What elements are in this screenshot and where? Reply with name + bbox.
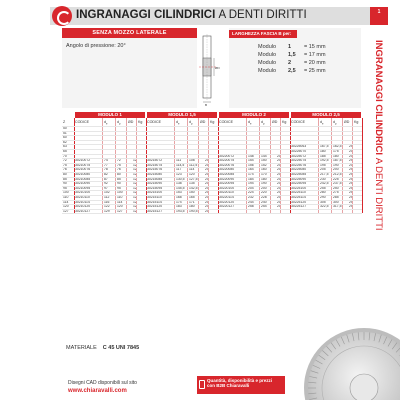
material-spec (66, 345, 139, 351)
table-cell: 123 (176, 171, 182, 176)
z-header-label: Z (63, 120, 66, 124)
module-line: Modulo 1 = 15 mm (258, 44, 326, 50)
table-cell: 122 (104, 204, 110, 209)
z-value: 63 (63, 144, 67, 149)
table-cell: 242,5 (320, 181, 329, 186)
table-cell: 30210095 (75, 185, 91, 190)
table-cell: 30210076 (75, 167, 91, 172)
table-cell: 114,5 (176, 162, 185, 167)
table-cell: 30210090 (75, 181, 91, 186)
z-value: 114 (63, 199, 69, 204)
module-line: Modulo 2 = 20 mm (258, 60, 326, 66)
table-cell: 12 (133, 176, 137, 181)
table-cell: 20 (277, 167, 281, 172)
title-light: A DENTI DIRITTI (218, 9, 307, 21)
table-cell: 30220100 (219, 185, 235, 190)
table-cell: 184 (248, 176, 254, 181)
table-cell: 30225085 (291, 171, 307, 176)
z-value: 110 (63, 194, 69, 199)
table-cell: 30215076 (147, 167, 163, 172)
table-cell: 30220114 (219, 194, 234, 199)
table-cell: 129 (104, 208, 110, 213)
table-cell: 135 (189, 181, 195, 186)
table-cell: 30210072 (75, 158, 91, 163)
table-cell: 114 (189, 167, 195, 172)
column-header: ØD (200, 120, 206, 124)
table-cell: 30225070 (291, 148, 307, 153)
table-cell: 30220120 (219, 199, 235, 204)
left-info-heading: SENZA MOZZO LATERALE (62, 28, 197, 38)
table-cell: 130,5 (176, 176, 185, 181)
table-cell: 20 (349, 148, 353, 153)
table-cell: 183 (176, 204, 182, 209)
table-cell: 12 (133, 171, 137, 176)
z-value: 50 (63, 126, 67, 130)
table-cell: 240 (261, 199, 267, 204)
table-rule (362, 118, 363, 213)
table-cell: 20 (205, 199, 209, 204)
table-cell: 30220127 (219, 204, 235, 209)
material-value: C 45 UNI 7845 (102, 345, 140, 351)
table-cell: 175 (333, 148, 339, 153)
gear-drawing-icon (195, 34, 225, 106)
table-cell: 193,5 (176, 208, 185, 213)
left-info-panel (62, 28, 197, 108)
table-cell: 20 (205, 208, 209, 213)
table-cell: 165 (189, 194, 195, 199)
table-cell: 232 (248, 194, 254, 199)
table-cell: 72 (117, 158, 121, 163)
table-cell: 25 (349, 181, 353, 186)
table-cell: 30225072 (291, 153, 307, 158)
table-cell: 114 (117, 199, 123, 204)
face-width-heading: LARGHEZZA FASCIA B per: (229, 30, 297, 38)
module-line: Modulo 2,5 = 25 mm (258, 68, 326, 74)
table-cell: 180 (261, 176, 267, 181)
table-cell: 194 (248, 181, 254, 186)
table-cell: 285 (333, 194, 339, 199)
table-cell: 30220075 (219, 158, 235, 163)
table-cell: 25 (349, 144, 353, 149)
table-cell: 190 (261, 181, 267, 186)
table-cell: 258 (248, 204, 254, 209)
table-cell: 111 (176, 158, 182, 163)
table-cell: 168 (176, 194, 182, 199)
table-cell: 20 (205, 171, 209, 176)
column-header: $d_p$ (189, 120, 193, 126)
table-cell: 30225076 (291, 162, 307, 167)
z-value: 65 (63, 148, 67, 153)
table-cell: 30225095 (291, 181, 307, 186)
table-cell: 167,5 (320, 144, 329, 149)
table-cell: 30210080 (75, 171, 91, 176)
table-cell: 171 (189, 199, 195, 204)
column-header: CODICE (75, 120, 89, 124)
table-cell: 30220076 (219, 162, 235, 167)
column-header: Kg (282, 120, 287, 124)
table-cell: 20 (205, 176, 209, 181)
table-cell: 85 (117, 176, 121, 181)
z-value: 72 (63, 158, 67, 163)
table-cell: 25 (349, 199, 353, 204)
table-cell: 20 (349, 162, 353, 167)
column-header: CODICE (147, 120, 161, 124)
table-cell: 162,5 (333, 144, 342, 149)
table-cell: 244 (248, 199, 254, 204)
table-cell: 25 (349, 171, 353, 176)
table-cell: 30225080 (291, 167, 307, 172)
z-value: 75 (63, 162, 67, 167)
table-cell: 300 (333, 199, 339, 204)
table-cell: 20 (277, 199, 281, 204)
table-cell: 12 (133, 204, 137, 209)
side-title (372, 40, 386, 240)
module-group-header: MODULO 1 (75, 112, 145, 118)
column-header: Kg (138, 120, 143, 124)
table-cell: 30225100 (291, 185, 307, 190)
table-cell: 20 (277, 204, 281, 209)
table-cell: 217,5 (320, 171, 329, 176)
table-cell: 237,5 (333, 181, 342, 186)
table-cell: 148 (248, 153, 254, 158)
table-cell: 20 (205, 162, 209, 167)
table-cell: 12 (133, 158, 137, 163)
table-cell: 12 (133, 208, 137, 213)
table-cell: 220 (261, 190, 267, 195)
table-cell: 20 (205, 185, 209, 190)
svg-text:ØD: ØD (215, 66, 220, 70)
table-cell: 317,5 (333, 204, 342, 209)
z-value: 70 (63, 153, 67, 158)
table-cell: 170 (261, 171, 267, 176)
table-cell: 20 (277, 171, 281, 176)
table-cell: 154 (248, 158, 254, 163)
z-value: 60 (63, 135, 67, 140)
table-cell: 204 (248, 185, 254, 190)
table-cell: 30225090 (291, 176, 307, 181)
table-cell: 228 (261, 194, 267, 199)
table-cell: 30215080 (147, 171, 163, 176)
table-cell: 255 (320, 185, 326, 190)
table-cell: 224 (248, 190, 254, 195)
table-cell: 30220085 (219, 171, 235, 176)
column-header: $d_e$ (320, 120, 324, 126)
table-cell: 12 (133, 185, 137, 190)
z-value: 120 (63, 204, 69, 209)
table-cell: 30220110 (219, 190, 234, 195)
table-cell: 25 (349, 190, 353, 195)
table-cell: 30225120 (291, 199, 307, 204)
material-label: MATERIALE (66, 345, 97, 351)
table-cell: 74 (104, 158, 108, 163)
table-cell: 127,5 (189, 176, 198, 181)
pressure-angle: Angolo di pressione: 20° (66, 43, 126, 49)
table-cell: 30215072 (147, 158, 163, 163)
table-cell: 30220080 (219, 167, 235, 172)
table-cell: 30215110 (147, 194, 162, 199)
table-cell: 142,5 (189, 185, 198, 190)
website-link[interactable]: www.chiaravalli.com (68, 388, 127, 394)
table-cell: 156 (248, 162, 254, 167)
table-cell: 144 (261, 153, 267, 158)
table-cell: 25 (349, 158, 353, 163)
z-value: 62 (63, 139, 67, 144)
table-cell: 150 (189, 190, 195, 195)
z-value: 100 (63, 190, 69, 195)
table-cell: 187,5 (333, 158, 342, 163)
z-value: 85 (63, 176, 67, 181)
table-cell: 30215100 (147, 190, 163, 195)
column-header: $d_e$ (176, 120, 180, 126)
table-cell: 30210085 (75, 176, 91, 181)
table-cell: 152 (261, 162, 267, 167)
table-cell: 30225127 (291, 204, 307, 209)
table-cell: 116 (104, 199, 110, 204)
table-cell: 180 (189, 204, 195, 209)
table-cell: 20 (205, 158, 209, 163)
gear-photo-icon (282, 326, 400, 400)
table-cell: 76 (117, 167, 121, 172)
table-cell: 82 (104, 171, 108, 176)
table-cell: 20 (205, 204, 209, 209)
table-cell: 20 (205, 167, 209, 172)
table-cell: 25 (349, 204, 353, 209)
table-cell: 174 (176, 199, 182, 204)
table-cell: 305 (320, 199, 326, 204)
table-cell: 112 (104, 194, 110, 199)
z-value: 95 (63, 185, 67, 190)
table-cell: 30215114 (147, 199, 162, 204)
table-cell: 30215120 (147, 204, 163, 209)
table-cell: 117 (176, 167, 182, 172)
table-cell: 12 (133, 190, 137, 195)
table-cell: 30210110 (75, 194, 90, 199)
module-group-header: MODULO 1,5 (147, 112, 217, 118)
table-cell: 150 (261, 158, 267, 163)
table-cell: 30220095 (219, 181, 235, 186)
page-number: 1 (377, 9, 381, 15)
table-cell: 120 (117, 204, 123, 209)
table-cell: 87 (104, 176, 108, 181)
table-cell: 25 (349, 167, 353, 172)
column-header: $d_e$ (104, 120, 108, 126)
table-cell: 212,5 (333, 171, 342, 176)
title-bold: INGRANAGGI CILINDRICI (76, 9, 216, 21)
table-cell: 322,5 (320, 204, 329, 209)
table-cell: 110 (117, 194, 123, 199)
table-cell: 30225110 (291, 190, 306, 195)
table-cell: 20 (277, 194, 281, 199)
table-cell: 20 (205, 194, 209, 199)
table-cell: 290 (320, 194, 326, 199)
table-cell: 30225075 (291, 158, 307, 163)
table-cell: 20 (205, 181, 209, 186)
table-cell: 20 (277, 181, 281, 186)
table-cell: 164 (248, 167, 254, 172)
table-cell: 30225063 (291, 144, 307, 149)
table-cell: 12 (133, 199, 137, 204)
table-cell: 254 (261, 204, 267, 209)
side-title-bold: INGRANAGGI CILINDRICI (373, 40, 384, 156)
table-cell: 280 (320, 190, 326, 195)
table-cell: 97 (104, 185, 108, 190)
table-cell: 190,5 (189, 208, 198, 213)
table-cell: 20 (277, 176, 281, 181)
column-header: $d_p$ (117, 120, 121, 126)
module-line: Modulo 1,5 = 17 mm (258, 52, 326, 58)
z-value: 127 (63, 208, 69, 213)
table-cell: 25 (349, 176, 353, 181)
column-header: CODICE (291, 120, 305, 124)
table-cell: 20 (205, 190, 209, 195)
table-cell: 205 (320, 167, 326, 172)
table-cell: 20 (349, 153, 353, 158)
cad-notice: Disegni CAD disponibili sul sito (68, 380, 137, 386)
table-cell: 20 (277, 190, 281, 195)
module-group-header: MODULO 2,5 (291, 112, 361, 118)
table-cell: 30215085 (147, 176, 163, 181)
table-cell: 20 (277, 185, 281, 190)
table-cell: 12 (133, 181, 137, 186)
column-header: ØD (344, 120, 350, 124)
table-cell: 102 (104, 190, 110, 195)
table-cell: 230 (320, 176, 326, 181)
column-header: CODICE (219, 120, 233, 124)
table-cell: 25 (349, 194, 353, 199)
table-cell: 153 (176, 190, 182, 195)
table-cell: 145,5 (176, 185, 185, 190)
column-header: $d_p$ (261, 120, 265, 126)
table-cell: 77 (104, 162, 108, 167)
table-cell: 275 (333, 190, 339, 195)
table-cell: 180 (333, 153, 339, 158)
column-header: ØD (128, 120, 134, 124)
table-cell: 90 (117, 181, 121, 186)
z-value: 80 (63, 171, 67, 176)
table-cell: 30215090 (147, 181, 163, 186)
page-title (76, 9, 307, 21)
table-cell: 12 (133, 194, 137, 199)
table-cell: 30210114 (75, 199, 90, 204)
table-cell: 30225114 (291, 194, 306, 199)
table-cell: 30210120 (75, 204, 91, 209)
table-cell: 30215127 (147, 208, 163, 213)
table-cell: 12 (133, 167, 137, 172)
table-cell: 20 (277, 158, 281, 163)
table-cell: 138 (176, 181, 182, 186)
table-cell: 30220072 (219, 153, 235, 158)
module-group-header: MODULO 2 (219, 112, 289, 118)
z-header (62, 118, 74, 126)
table-cell: 100 (117, 190, 123, 195)
b2b-banner-text: Quantità, disponibilità e prezzi con B2B Chiaravalli (207, 378, 273, 388)
table-cell: 190 (333, 162, 339, 167)
table-cell: 200 (261, 185, 267, 190)
table-cell: 180 (320, 148, 326, 153)
table-cell: 112,5 (189, 162, 198, 167)
table-cell: 30215075 (147, 162, 163, 167)
table-cell: 225 (333, 176, 339, 181)
table-cell: 200 (333, 167, 339, 172)
table-cell: 20 (277, 153, 281, 158)
table-cell: 95 (117, 185, 121, 190)
z-value: 90 (63, 181, 67, 186)
table-cell: 195 (320, 162, 326, 167)
column-header: $d_e$ (248, 120, 252, 126)
column-header: Kg (210, 120, 215, 124)
column-header: ØD (272, 120, 278, 124)
column-header: $d_p$ (333, 120, 337, 126)
table-cell: 30220090 (219, 176, 235, 181)
table-cell: 108 (189, 158, 195, 163)
logo-icon (52, 6, 72, 26)
table-cell: 75 (117, 162, 121, 167)
table-cell: 160 (261, 167, 267, 172)
table-cell: 250 (333, 185, 339, 190)
mobile-icon (199, 380, 205, 389)
table-cell: 80 (117, 171, 121, 176)
table-cell: 20 (277, 162, 281, 167)
table-cell: 127 (117, 208, 123, 213)
table-cell: 25 (349, 185, 353, 190)
table-cell: 30210127 (75, 208, 91, 213)
table-cell: 30215095 (147, 185, 163, 190)
table-cell: 12 (133, 162, 137, 167)
table-cell: 192,5 (320, 158, 329, 163)
table-cell: 78 (104, 167, 108, 172)
z-value: 51 (63, 130, 67, 135)
z-value: 76 (63, 167, 67, 172)
svg-text:B: B (205, 103, 208, 106)
table-cell: 120 (189, 171, 195, 176)
table-cell: 92 (104, 181, 108, 186)
column-header: Kg (354, 120, 359, 124)
table-cell: 174 (248, 171, 254, 176)
table-cell: 30210075 (75, 162, 91, 167)
table-cell: 30210100 (75, 190, 91, 195)
table-cell: 185 (320, 153, 326, 158)
side-title-light: A DENTI DIRITTI (373, 157, 384, 231)
